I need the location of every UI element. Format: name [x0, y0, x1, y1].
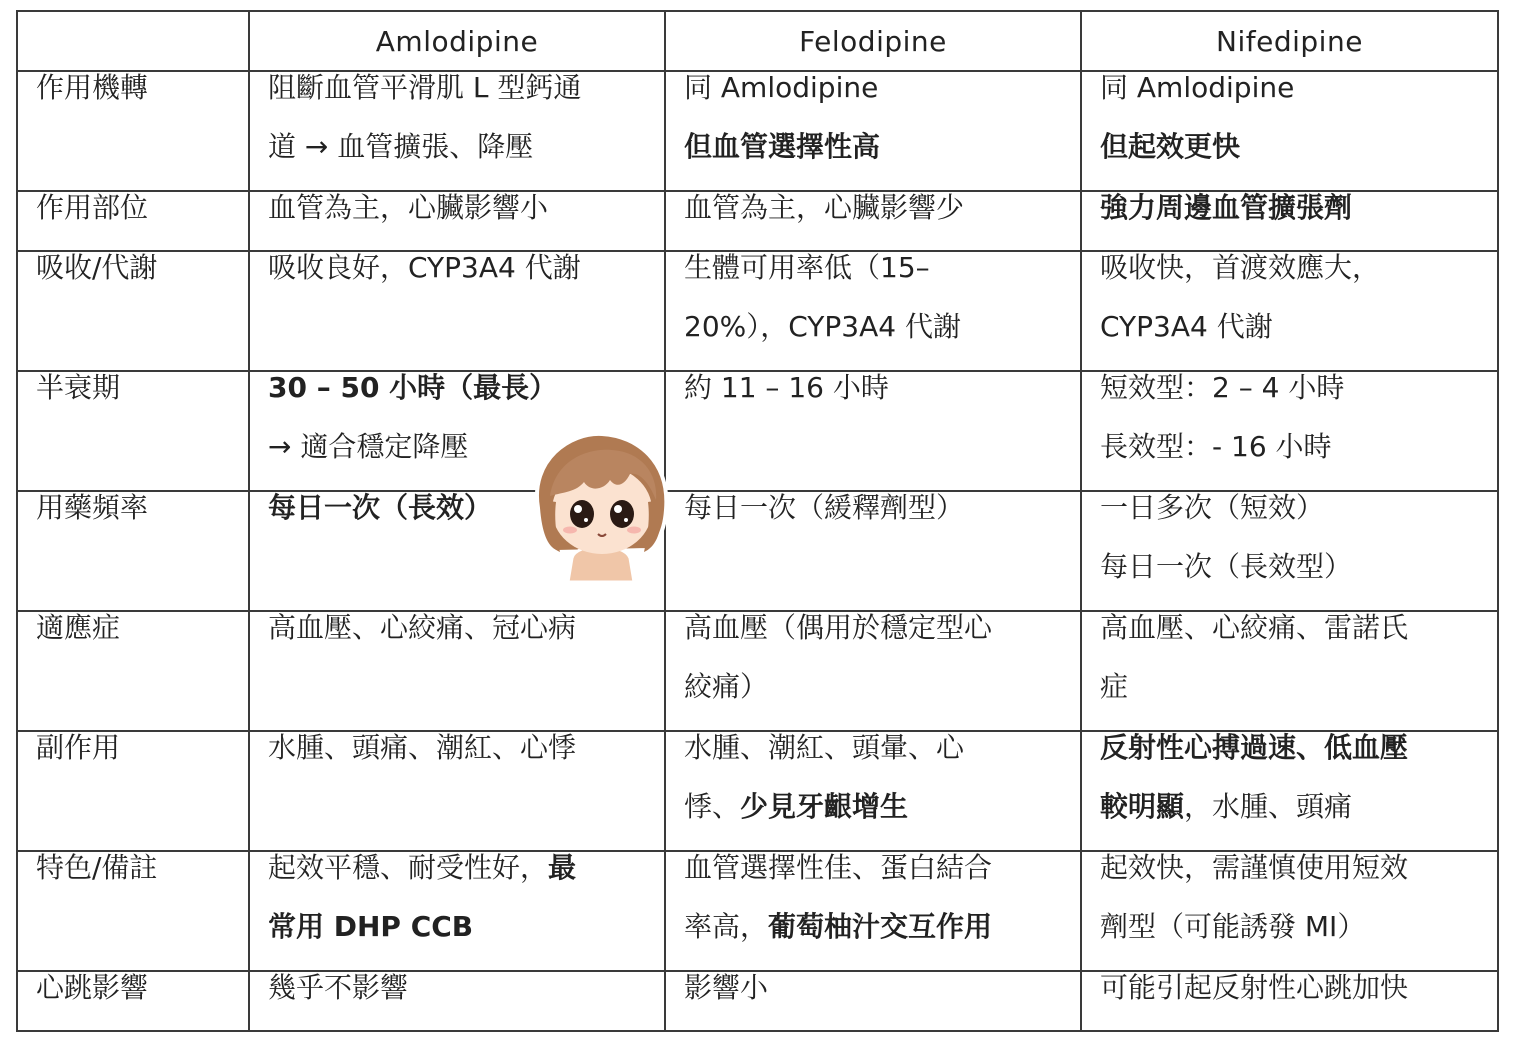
felodipine-cell	[665, 371, 1081, 491]
cell-text: 高血壓、心絞痛、雷諾氏	[1100, 611, 1409, 644]
cell-text: 吸收快，首渡效應大，	[1100, 251, 1381, 284]
cell-text-bold: 30 – 50 小時（最長）	[268, 371, 558, 404]
cell-text-bold: 少見牙齦增生	[740, 790, 909, 823]
header-felodipine: Felodipine	[665, 11, 1081, 71]
cell-text: 每日一次（緩釋劑型）	[684, 491, 965, 524]
row-label: 用藥頻率	[36, 491, 149, 524]
cell-text: 水腫、頭痛、潮紅、心悸	[268, 731, 577, 764]
amlodipine-cell	[249, 71, 665, 191]
row-label-cell	[17, 371, 249, 491]
row-label: 適應症	[36, 611, 121, 644]
cell-line	[268, 838, 646, 897]
cell-text: 起效平穩、耐受性好，	[268, 851, 549, 884]
amlodipine-cell	[249, 851, 665, 971]
cell-text-bold: 常用 DHP CCB	[268, 910, 474, 943]
nifedipine-cell	[1081, 251, 1498, 371]
table-row	[17, 971, 1498, 1031]
felodipine-cell	[665, 971, 1081, 1031]
row-label-cell	[17, 611, 249, 731]
cell-text: 同 Amlodipine	[1100, 71, 1295, 104]
cell-text: 悸、	[684, 790, 741, 823]
row-label: 特色/備註	[36, 851, 158, 884]
cell-text: 血管為主，心臟影響小	[268, 191, 549, 224]
nifedipine-cell	[1081, 491, 1498, 611]
table-row	[17, 371, 1498, 491]
felodipine-cell	[665, 71, 1081, 191]
cell-text: 阻斷血管平滑肌 L 型鈣通	[268, 71, 582, 104]
cell-text-bold: 但血管選擇性高	[684, 130, 881, 163]
cell-text: 症	[1100, 670, 1129, 703]
row-label-cell	[17, 851, 249, 971]
nifedipine-cell	[1081, 371, 1498, 491]
nifedipine-cell	[1081, 971, 1498, 1031]
amlodipine-cell	[249, 731, 665, 851]
cell-text: CYP3A4 代謝	[1100, 310, 1273, 343]
row-label: 作用機轉	[36, 71, 149, 104]
nifedipine-cell	[1081, 851, 1498, 971]
felodipine-cell	[665, 491, 1081, 611]
cell-text: 劑型（可能誘發 MI）	[1100, 910, 1366, 943]
cell-text: 可能引起反射性心跳加快	[1100, 971, 1409, 1004]
nifedipine-cell	[1081, 71, 1498, 191]
felodipine-cell	[665, 251, 1081, 371]
cell-text: 血管為主，心臟影響少	[684, 191, 965, 224]
table-row	[17, 71, 1498, 191]
felodipine-cell	[665, 851, 1081, 971]
table-row	[17, 491, 1498, 611]
row-label: 副作用	[36, 731, 121, 764]
row-label-cell	[17, 251, 249, 371]
cell-text: 短效型：2 – 4 小時	[1100, 371, 1345, 404]
cell-text: → 適合穩定降壓	[268, 430, 469, 463]
table-row	[17, 851, 1498, 971]
felodipine-cell	[665, 611, 1081, 731]
cell-text: 每日一次（長效型）	[1100, 550, 1353, 583]
cell-line	[684, 777, 1062, 836]
cell-text: 絞痛）	[684, 670, 769, 703]
row-label: 半衰期	[36, 371, 121, 404]
cell-text: 道 → 血管擴張、降壓	[268, 130, 534, 163]
table-row	[17, 731, 1498, 851]
cell-text-bold: 但起效更快	[1100, 130, 1241, 163]
table-row	[17, 611, 1498, 731]
cell-text: 血管選擇性佳、蛋白結合	[684, 851, 993, 884]
cell-text: 生體可用率低（15–	[684, 251, 930, 284]
cell-line	[1100, 777, 1479, 836]
nifedipine-cell	[1081, 731, 1498, 851]
row-label: 作用部位	[36, 191, 149, 224]
cell-text: 高血壓（偶用於穩定型心	[684, 611, 993, 644]
cell-text: 同 Amlodipine	[684, 71, 879, 104]
cell-text-bold: 葡萄柚汁交互作用	[768, 910, 993, 943]
row-label-cell	[17, 491, 249, 611]
amlodipine-cell	[249, 971, 665, 1031]
row-label-cell	[17, 731, 249, 851]
cell-text: 影響小	[684, 971, 769, 1004]
row-label: 吸收/代謝	[36, 251, 158, 284]
nifedipine-cell	[1081, 611, 1498, 731]
chibi-girl-sticker-icon	[520, 430, 680, 582]
cell-text-bold: 較明顯	[1100, 790, 1185, 823]
cell-text-bold: 強力周邊血管擴張劑	[1100, 191, 1353, 224]
header-nifedipine: Nifedipine	[1081, 11, 1498, 71]
amlodipine-cell	[249, 611, 665, 731]
cell-text: 吸收良好，CYP3A4 代謝	[268, 251, 581, 284]
cell-text: 一日多次（短效）	[1100, 491, 1325, 524]
cell-text: 約 11 – 16 小時	[684, 371, 889, 404]
cell-text: 長效型：- 16 小時	[1100, 430, 1332, 463]
cell-text: 率高，	[684, 910, 769, 943]
cell-text: 起效快，需謹慎使用短效	[1100, 851, 1409, 884]
cell-text: 20%），CYP3A4 代謝	[684, 310, 961, 343]
row-label: 心跳影響	[36, 971, 149, 1004]
cell-text-bold: 每日一次（長效）	[268, 491, 493, 524]
row-label-cell	[17, 971, 249, 1031]
amlodipine-cell	[249, 251, 665, 371]
header-amlodipine: Amlodipine	[249, 11, 665, 71]
felodipine-cell	[665, 731, 1081, 851]
cell-text-bold: 反射性心搏過速、低血壓	[1100, 731, 1409, 764]
cell-text: 幾乎不影響	[268, 971, 409, 1004]
row-label-cell	[17, 71, 249, 191]
drug-comparison-table	[16, 10, 1499, 1032]
table-row	[17, 251, 1498, 371]
cell-text: ，水腫、頭痛	[1184, 790, 1353, 823]
cell-line	[684, 897, 1062, 956]
cell-text: 水腫、潮紅、頭暈、心	[684, 731, 965, 764]
cell-text-bold: 最	[548, 851, 577, 884]
cell-text: 高血壓、心絞痛、冠心病	[268, 611, 577, 644]
